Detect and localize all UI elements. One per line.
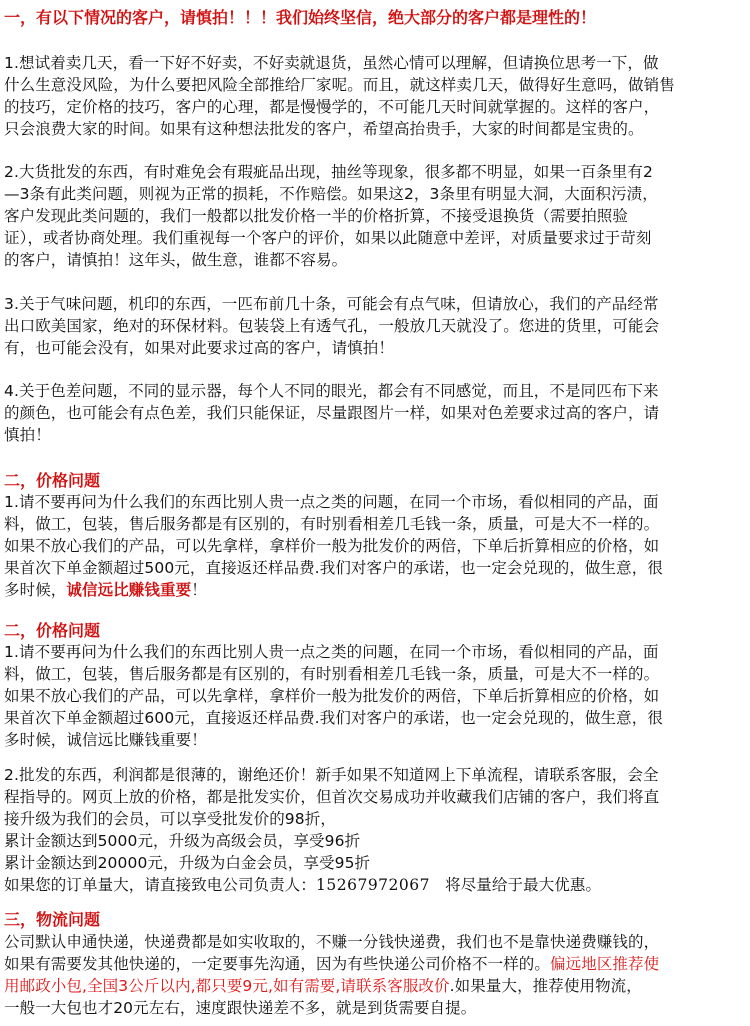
text-prefix: 多时候， xyxy=(4,581,67,599)
section-logistics xyxy=(4,908,746,932)
text-line xyxy=(4,953,746,975)
paragraph-price-second xyxy=(4,641,746,751)
text-line: 的技巧，定价格的技巧，客户的心理，都是慢慢学的，不可能几天时间就掌握的。这样的客户， xyxy=(4,98,660,116)
text-line: 3.关于气味问题，机印的东西，一匹布前几十条，可能会有点气味，但请放心，我们的产品经常 xyxy=(4,295,659,313)
phone-number: 15267972067 xyxy=(316,876,430,894)
text-line: 慎拍！ xyxy=(4,426,51,444)
text-line: 1.想试着卖几天，看一下好不好卖，不好卖就退货，虽然心情可以理解，但请换位思考一下，做 xyxy=(4,54,659,72)
text-line: 料，做工，包装，售后服务都是有区别的，有时别看相差几毛钱一条，质量，可是大不一样的。 xyxy=(4,665,660,683)
text-line: 什么生意没风险，为什么要把风险全部推给厂家呢。而且，就这样卖几天，做得好生意吗，做销售 xyxy=(4,76,675,94)
contact-suffix: 将尽量给于最大优惠。 xyxy=(445,876,602,894)
text-line: 4.关于色差问题，不同的显示器，每个人不同的眼光，都会有不同感觉，而且，不是同匹布下来 xyxy=(4,382,659,400)
text-line: 1.请不要再问为什么我们的东西比别人贵一点之类的问题，在同一个市场，看似相同的产品，面 xyxy=(4,493,659,511)
text-line: 公司默认申通快递，快递费都是如实收取的，不赚一分钱快递费，我们也不是靠快递费赚钱的， xyxy=(4,933,660,951)
text-line: 果首次下单金额超过600元，直接返还样品费.我们对客户的承诺，也一定会兑现的，做生意，很 xyxy=(4,709,663,727)
text-line: 多时候，诚信远比赚钱重要！ xyxy=(4,731,207,749)
section-heading: 三，物流问题 xyxy=(4,910,101,929)
section-heading: 二，价格问题 xyxy=(4,621,101,640)
text-line: 料，做工，包装，售后服务都是有区别的，有时别看相差几毛钱一条，质量，可是大不一样的。 xyxy=(4,515,660,533)
text-line: 一般一大包也才20元左右，速度跟快递差不多，就是到货需要自提。 xyxy=(4,999,477,1017)
text-line: —3条有此类问题，则视为正常的损耗，不作赔偿。如果这2，3条里有明显大洞，大面积污渍， xyxy=(4,185,658,203)
text-line: 只会浪费大家的时间。如果有这种想法批发的客户，希望高抬贵手，大家的时间都是宝贵的。 xyxy=(4,120,644,138)
section-heading: 一，有以下情况的客户，请慎拍！！！我们始终坚信，绝大部分的客户都是理性的！ xyxy=(4,8,597,27)
paragraph-logistics xyxy=(4,931,746,1019)
text-line: 1.请不要再问为什么我们的东西比别人贵一点之类的问题，在同一个市场，看似相同的产品，面 xyxy=(4,643,659,661)
text-line: 果首次下单金额超过500元，直接返还样品费.我们对客户的承诺，也一定会兑现的，做生意，很 xyxy=(4,559,663,577)
contact-prefix: 如果您的订单量大，请直接致电公司负责人： xyxy=(4,876,317,894)
paragraph-odor xyxy=(4,293,746,359)
text-line xyxy=(4,579,746,601)
paragraph-defects xyxy=(4,161,746,271)
section-price-first xyxy=(4,469,746,493)
text-line xyxy=(4,874,746,896)
text-line: 的客户，请慎拍！这年头，做生意，谁都不容易。 xyxy=(4,251,348,269)
text-line: 累计金额达到5000元，升级为高级会员，享受96折 xyxy=(4,832,361,850)
text-line: 客户发现此类问题的，我们一般都以批发价格一半的价格折算，不接受退换货（需要拍照验 xyxy=(4,207,629,225)
text-line: 有，也可能会没有，如果对此要求过高的客户，请慎拍！ xyxy=(4,339,395,357)
paragraph-color-difference xyxy=(4,380,746,446)
text-line: 程指导的。网页上放的价格，都是批发实价，但首次交易成功并收藏我们店铺的客户，我们将直 xyxy=(4,788,660,806)
text-line: 如果不放心我们的产品，可以先拿样，拿样价一般为批发价的两倍，下单后折算相应的价格，如 xyxy=(4,687,660,705)
text-line: 累计金额达到20000元，升级为白金会员，享受95折 xyxy=(4,854,371,872)
section-price-second xyxy=(4,619,746,643)
emphasis-integrity: 诚信远比赚钱重要 xyxy=(66,581,192,599)
text-line xyxy=(4,975,746,997)
paragraph-trial-sales xyxy=(4,52,746,140)
paragraph-price-first xyxy=(4,491,746,601)
text-prefix: 如果有需要发其他快递的，一定要事先沟通，因为有些快递公司价格不一样的。 xyxy=(4,955,551,973)
text-line: 证），或者协商处理。我们重视每一个客户的评价，如果以此随意中差评，对质量要求过于苛刻 xyxy=(4,229,652,247)
text-suffix: .如果量大，推荐使用物流， xyxy=(449,977,642,995)
text-line: 的颜色，也可能会有点色差，我们只能保证，尽量跟图片一样，如果对色差要求过高的客户，请 xyxy=(4,404,660,422)
text-line: 接升级为我们的会员，可以享受批发价的98折， xyxy=(4,810,336,828)
paragraph-wholesale-membership xyxy=(4,764,746,896)
text-line: 出口欧美国家，绝对的环保材料。包装袋上有透气孔，一般放几天就没了。您进的货里，可能会 xyxy=(4,317,660,335)
highlight-remote-areas: 偏远地区推荐使 xyxy=(550,955,660,973)
text-line: 如果不放心我们的产品，可以先拿样，拿样价一般为批发价的两倍，下单后折算相应的价格，如 xyxy=(4,537,660,555)
text-line: 2.批发的东西，利润都是很薄的，谢绝还价！新手如果不知道网上下单流程，请联系客服，会全 xyxy=(4,766,659,784)
highlight-postal-package: 用邮政小包,全国3公斤以内,都只要9元,如有需要,请联系客服改价 xyxy=(4,977,450,995)
text-suffix: ！ xyxy=(191,581,207,599)
section-customer-notice xyxy=(4,6,746,30)
text-line: 2.大货批发的东西，有时难免会有瑕疵品出现，抽丝等现象，很多都不明显，如果一百条里有2 xyxy=(4,163,653,181)
section-heading: 二，价格问题 xyxy=(4,471,101,490)
